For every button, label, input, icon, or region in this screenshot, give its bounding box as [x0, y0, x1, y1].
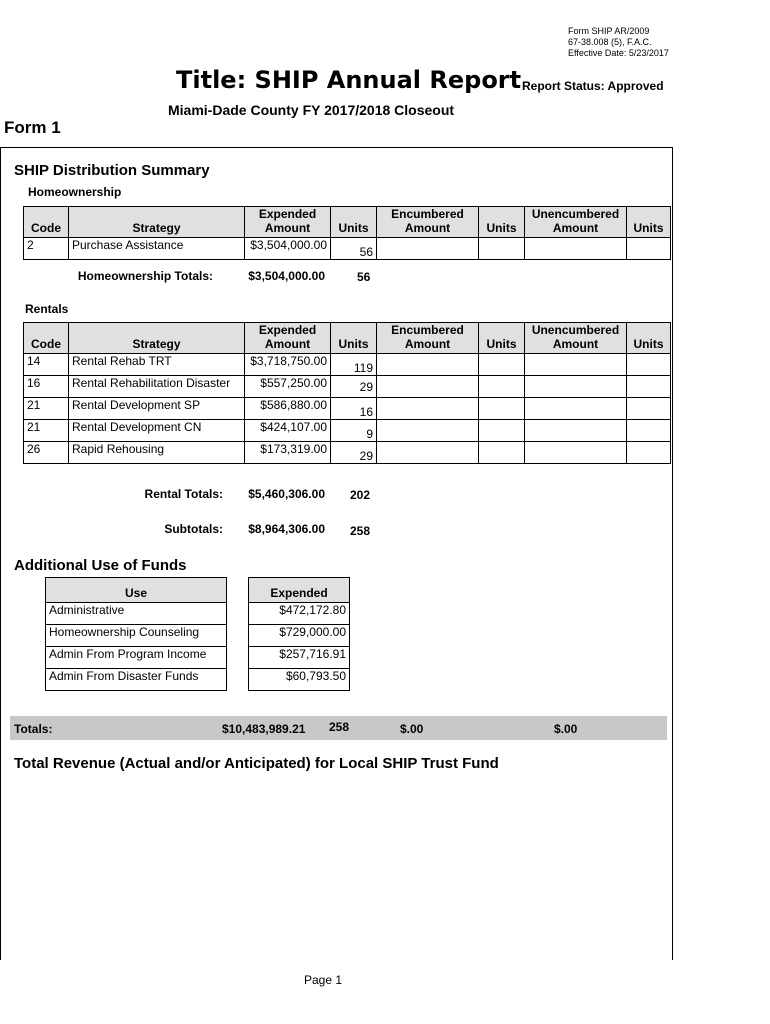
revenue-title: Total Revenue (Actual and/or Anticipated) for Local SHIP Trust Fund — [14, 755, 499, 772]
form-reference — [568, 26, 669, 59]
subtotals-units: 258 — [350, 524, 371, 538]
totals-bar — [10, 716, 667, 740]
col-units: Units — [627, 323, 671, 354]
row-code: 2 — [24, 238, 69, 260]
additional-funds-title: Additional Use of Funds — [14, 557, 187, 574]
row-strategy: Rental Rehab TRT — [69, 354, 245, 376]
row-expended: $173,319.00 — [245, 442, 331, 464]
additional-expended-table — [248, 577, 350, 691]
report-subtitle: Miami-Dade County FY 2017/2018 Closeout — [168, 102, 455, 118]
row-code: 26 — [24, 442, 69, 464]
page-title: Title: SHIP Annual Report — [176, 66, 522, 94]
table-row — [24, 354, 671, 376]
table-row — [46, 603, 227, 625]
col-units: Units — [627, 207, 671, 238]
subtotals-label: Subtotals: — [164, 522, 223, 536]
row-expended: $472,172.80 — [249, 603, 350, 625]
col-units: Units — [479, 207, 525, 238]
form-statute: 67-38.008 (5), F.A.C. — [568, 37, 652, 47]
table-row — [24, 442, 671, 464]
row-expended: $557,250.00 — [245, 376, 331, 398]
row-expended: $60,793.50 — [249, 669, 350, 691]
totals-label: Totals: — [14, 722, 53, 736]
row-use: Admin From Program Income — [46, 647, 227, 669]
form-effective-date: Effective Date: 5/23/2017 — [568, 48, 669, 58]
table-row — [24, 398, 671, 420]
row-units: 56 — [331, 238, 377, 260]
homeownership-totals-amount: $3,504,000.00 — [248, 269, 325, 283]
row-expended: $257,716.91 — [249, 647, 350, 669]
totals-units: 258 — [329, 720, 350, 734]
table-row — [249, 647, 350, 669]
table-row — [46, 669, 227, 691]
table-row — [249, 603, 350, 625]
totals-expended: $10,483,989.21 — [222, 722, 306, 736]
rental-totals-label: Rental Totals: — [144, 487, 223, 501]
totals-unencumbered: $.00 — [554, 722, 578, 736]
additional-use-table — [45, 577, 227, 691]
table-row — [46, 647, 227, 669]
row-units: 29 — [331, 376, 377, 398]
row-units: 16 — [331, 398, 377, 420]
report-status: Report Status: Approved — [522, 79, 664, 93]
row-strategy: Rental Development CN — [69, 420, 245, 442]
form-number: Form SHIP AR/2009 — [568, 26, 650, 36]
row-expended: $3,718,750.00 — [245, 354, 331, 376]
col-expended: Expended — [249, 578, 350, 603]
table-row — [24, 376, 671, 398]
col-units: Units — [479, 323, 525, 354]
homeownership-totals-label: Homeownership Totals: — [77, 269, 213, 283]
table-header — [249, 578, 350, 603]
table-header — [46, 578, 227, 603]
col-expended: Expended Amount — [245, 207, 331, 238]
form-label: Form 1 — [4, 118, 61, 137]
row-code: 21 — [24, 398, 69, 420]
table-row — [249, 625, 350, 647]
row-strategy: Purchase Assistance — [69, 238, 245, 260]
homeownership-label: Homeownership — [28, 185, 122, 199]
col-encumbered: Encumbered Amount — [377, 207, 479, 238]
table-row — [24, 420, 671, 442]
rentals-label: Rentals — [25, 302, 69, 316]
row-code: 14 — [24, 354, 69, 376]
row-strategy: Rental Rehabilitation Disaster — [69, 376, 245, 398]
row-expended: $424,107.00 — [245, 420, 331, 442]
table-row — [24, 238, 671, 260]
row-use: Administrative — [46, 603, 227, 625]
row-expended: $729,000.00 — [249, 625, 350, 647]
page-number: Page 1 — [304, 973, 343, 987]
homeownership-totals-units: 56 — [357, 270, 371, 284]
row-units: 9 — [331, 420, 377, 442]
col-encumbered: Encumbered Amount — [377, 323, 479, 354]
row-code: 16 — [24, 376, 69, 398]
row-use: Admin From Disaster Funds — [46, 669, 227, 691]
homeownership-table — [23, 206, 671, 260]
col-units: Units — [331, 207, 377, 238]
col-units: Units — [331, 323, 377, 354]
col-strategy: Strategy — [69, 207, 245, 238]
totals-encumbered: $.00 — [400, 722, 424, 736]
row-code: 21 — [24, 420, 69, 442]
rental-totals-units: 202 — [350, 488, 371, 502]
distribution-title: SHIP Distribution Summary — [14, 162, 210, 179]
col-unencumbered: Unencumbered Amount — [525, 207, 627, 238]
col-strategy: Strategy — [69, 323, 245, 354]
col-use: Use — [46, 578, 227, 603]
row-strategy: Rental Development SP — [69, 398, 245, 420]
row-units: 119 — [331, 354, 377, 376]
table-header — [24, 323, 671, 354]
row-expended: $3,504,000.00 — [245, 238, 331, 260]
table-header — [24, 207, 671, 238]
col-unencumbered: Unencumbered Amount — [525, 323, 627, 354]
row-strategy: Rapid Rehousing — [69, 442, 245, 464]
col-code: Code — [24, 323, 69, 354]
subtotals-amount: $8,964,306.00 — [248, 522, 325, 536]
col-code: Code — [24, 207, 69, 238]
row-units: 29 — [331, 442, 377, 464]
rentals-table — [23, 322, 671, 464]
rental-totals-amount: $5,460,306.00 — [248, 487, 325, 501]
col-expended: Expended Amount — [245, 323, 331, 354]
table-row — [46, 625, 227, 647]
table-row — [249, 669, 350, 691]
row-expended: $586,880.00 — [245, 398, 331, 420]
row-use: Homeownership Counseling — [46, 625, 227, 647]
